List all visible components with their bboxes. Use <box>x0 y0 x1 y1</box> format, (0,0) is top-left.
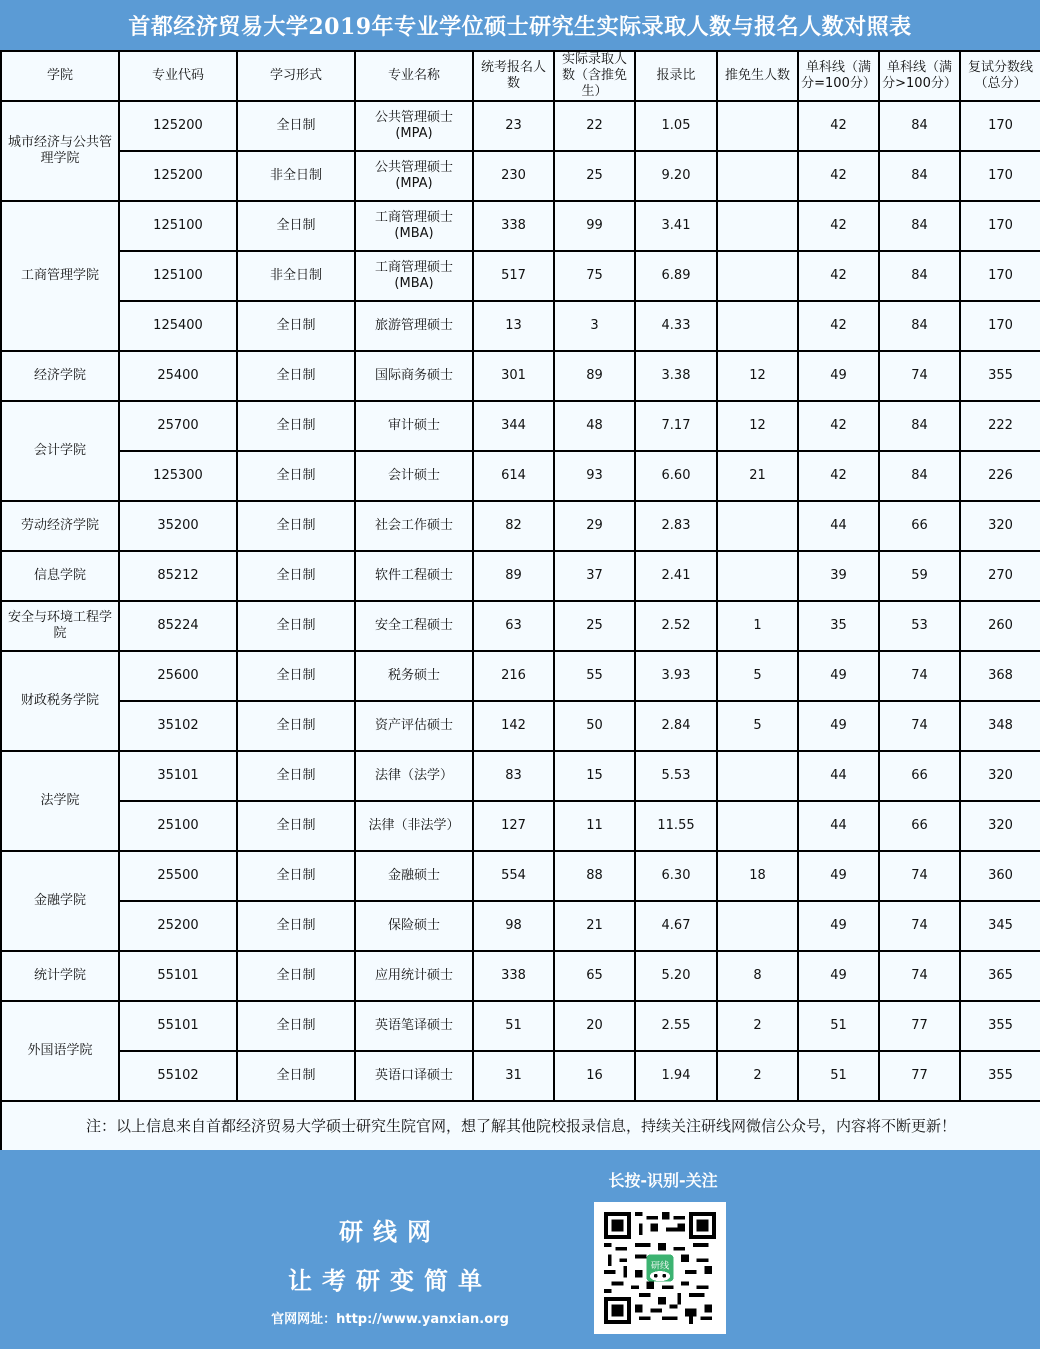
line-100-cell: 42 <box>798 301 879 351</box>
major-code-cell: 125200 <box>119 151 237 201</box>
applicants-cell: 230 <box>473 151 554 201</box>
applicants-cell: 23 <box>473 101 554 151</box>
table-row <box>1 851 1040 901</box>
college-cell: 统计学院 <box>1 951 119 1001</box>
line-100-cell: 35 <box>798 601 879 651</box>
header-col-ratio: 报录比 <box>635 51 717 101</box>
line-100-cell: 51 <box>798 1051 879 1101</box>
applicants-cell: 142 <box>473 701 554 751</box>
study-mode-cell: 全日制 <box>237 351 355 401</box>
major-code-cell: 125100 <box>119 201 237 251</box>
total-line-cell: 355 <box>960 351 1040 401</box>
applicants-cell: 98 <box>473 901 554 951</box>
header-col-exempt: 推免生人数 <box>717 51 798 101</box>
applicants-cell: 63 <box>473 601 554 651</box>
total-line-cell: 222 <box>960 401 1040 451</box>
header-col-total-line: 复试分数线（总分） <box>960 51 1040 101</box>
total-line-cell: 355 <box>960 1001 1040 1051</box>
admitted-cell: 29 <box>554 501 635 551</box>
major-code-cell: 55101 <box>119 951 237 1001</box>
header-col-line-over-100: 单科线（满分>100分） <box>879 51 960 101</box>
major-code-cell: 125300 <box>119 451 237 501</box>
study-mode-cell: 全日制 <box>237 551 355 601</box>
study-mode-cell: 全日制 <box>237 1051 355 1101</box>
major-name-cell: 安全工程硕士 <box>355 601 473 651</box>
exempt-count-cell: 5 <box>717 651 798 701</box>
major-code-cell: 55101 <box>119 1001 237 1051</box>
major-code-cell: 25500 <box>119 851 237 901</box>
ratio-cell: 7.17 <box>635 401 717 451</box>
line-100-cell: 49 <box>798 351 879 401</box>
major-code-cell: 125200 <box>119 101 237 151</box>
line-100-cell: 44 <box>798 801 879 851</box>
college-cell: 会计学院 <box>1 401 119 501</box>
study-mode-cell: 全日制 <box>237 401 355 451</box>
total-line-cell: 170 <box>960 201 1040 251</box>
line-over-100-cell: 84 <box>879 401 960 451</box>
admitted-cell: 21 <box>554 901 635 951</box>
table-row <box>1 201 1040 251</box>
table-header-row <box>1 51 1040 101</box>
table-row <box>1 101 1040 151</box>
line-over-100-cell: 74 <box>879 951 960 1001</box>
line-over-100-cell: 74 <box>879 701 960 751</box>
table-row <box>1 751 1040 801</box>
applicants-cell: 127 <box>473 801 554 851</box>
total-line-cell: 170 <box>960 301 1040 351</box>
line-over-100-cell: 74 <box>879 901 960 951</box>
exempt-count-cell: 5 <box>717 701 798 751</box>
applicants-cell: 338 <box>473 951 554 1001</box>
line-over-100-cell: 77 <box>879 1051 960 1101</box>
table-row <box>1 451 1040 501</box>
major-code-cell: 35200 <box>119 501 237 551</box>
website-link[interactable]: 官网网址：http://www.yanxian.org <box>271 1312 509 1327</box>
major-name-cell: 法律（法学） <box>355 751 473 801</box>
exempt-count-cell <box>717 251 798 301</box>
major-code-cell: 85224 <box>119 601 237 651</box>
major-name-cell: 公共管理硕士(MPA) <box>355 151 473 201</box>
slogan-block <box>270 1212 510 1327</box>
admitted-cell: 37 <box>554 551 635 601</box>
study-mode-cell: 全日制 <box>237 751 355 801</box>
ratio-cell: 4.67 <box>635 901 717 951</box>
line-100-cell: 49 <box>798 851 879 901</box>
applicants-cell: 301 <box>473 351 554 401</box>
applicants-cell: 338 <box>473 201 554 251</box>
study-mode-cell: 全日制 <box>237 201 355 251</box>
study-mode-cell: 全日制 <box>237 701 355 751</box>
college-cell: 财政税务学院 <box>1 651 119 751</box>
major-name-cell: 工商管理硕士(MBA) <box>355 201 473 251</box>
exempt-count-cell: 12 <box>717 351 798 401</box>
admitted-cell: 20 <box>554 1001 635 1051</box>
major-name-cell: 旅游管理硕士 <box>355 301 473 351</box>
table-row <box>1 351 1040 401</box>
ratio-cell: 2.55 <box>635 1001 717 1051</box>
exempt-count-cell <box>717 501 798 551</box>
study-mode-cell: 全日制 <box>237 1001 355 1051</box>
major-code-cell: 35102 <box>119 701 237 751</box>
study-mode-cell: 非全日制 <box>237 151 355 201</box>
line-over-100-cell: 84 <box>879 151 960 201</box>
line-100-cell: 42 <box>798 401 879 451</box>
line-over-100-cell: 84 <box>879 201 960 251</box>
ratio-cell: 2.41 <box>635 551 717 601</box>
admitted-cell: 50 <box>554 701 635 751</box>
total-line-cell: 320 <box>960 801 1040 851</box>
applicants-cell: 344 <box>473 401 554 451</box>
total-line-cell: 260 <box>960 601 1040 651</box>
applicants-cell: 31 <box>473 1051 554 1101</box>
exempt-count-cell <box>717 201 798 251</box>
line-over-100-cell: 59 <box>879 551 960 601</box>
total-line-cell: 355 <box>960 1051 1040 1101</box>
major-code-cell: 125400 <box>119 301 237 351</box>
applicants-cell: 554 <box>473 851 554 901</box>
study-mode-cell: 全日制 <box>237 101 355 151</box>
table-row <box>1 151 1040 201</box>
table-row <box>1 1051 1040 1101</box>
line-100-cell: 49 <box>798 701 879 751</box>
major-code-cell: 55102 <box>119 1051 237 1101</box>
line-100-cell: 42 <box>798 101 879 151</box>
ratio-cell: 6.89 <box>635 251 717 301</box>
exempt-count-cell: 2 <box>717 1001 798 1051</box>
applicants-cell: 89 <box>473 551 554 601</box>
ratio-cell: 3.93 <box>635 651 717 701</box>
header-col-study-mode: 学习形式 <box>237 51 355 101</box>
exempt-count-cell: 8 <box>717 951 798 1001</box>
promo-banner <box>0 1150 1040 1349</box>
line-100-cell: 44 <box>798 751 879 801</box>
major-name-cell: 英语笔译硕士 <box>355 1001 473 1051</box>
admitted-cell: 25 <box>554 151 635 201</box>
line-over-100-cell: 66 <box>879 801 960 851</box>
ratio-cell: 2.52 <box>635 601 717 651</box>
study-mode-cell: 全日制 <box>237 901 355 951</box>
ratio-cell: 4.33 <box>635 301 717 351</box>
exempt-count-cell: 18 <box>717 851 798 901</box>
study-mode-cell: 全日制 <box>237 951 355 1001</box>
major-name-cell: 社会工作硕士 <box>355 501 473 551</box>
applicants-cell: 13 <box>473 301 554 351</box>
line-100-cell: 42 <box>798 201 879 251</box>
exempt-count-cell: 1 <box>717 601 798 651</box>
line-100-cell: 42 <box>798 451 879 501</box>
admitted-cell: 15 <box>554 751 635 801</box>
admitted-cell: 16 <box>554 1051 635 1101</box>
exempt-count-cell <box>717 751 798 801</box>
ratio-cell: 3.41 <box>635 201 717 251</box>
applicants-cell: 216 <box>473 651 554 701</box>
admitted-cell: 99 <box>554 201 635 251</box>
exempt-count-cell <box>717 151 798 201</box>
major-name-cell: 会计硕士 <box>355 451 473 501</box>
major-code-cell: 25400 <box>119 351 237 401</box>
admitted-cell: 48 <box>554 401 635 451</box>
study-mode-cell: 全日制 <box>237 301 355 351</box>
line-over-100-cell: 84 <box>879 251 960 301</box>
table-row <box>1 701 1040 751</box>
line-over-100-cell: 74 <box>879 651 960 701</box>
exempt-count-cell <box>717 901 798 951</box>
major-code-cell: 25600 <box>119 651 237 701</box>
table-row <box>1 501 1040 551</box>
line-over-100-cell: 84 <box>879 101 960 151</box>
line-100-cell: 44 <box>798 501 879 551</box>
study-mode-cell: 全日制 <box>237 601 355 651</box>
line-over-100-cell: 84 <box>879 451 960 501</box>
major-name-cell: 公共管理硕士(MPA) <box>355 101 473 151</box>
college-cell: 信息学院 <box>1 551 119 601</box>
admitted-cell: 55 <box>554 651 635 701</box>
exempt-count-cell <box>717 551 798 601</box>
study-mode-cell: 全日制 <box>237 451 355 501</box>
qr-caption: 长按-识别-关注 <box>608 1171 718 1190</box>
line-100-cell: 39 <box>798 551 879 601</box>
qr-logo-text: 研线 <box>650 1260 670 1272</box>
line-over-100-cell: 77 <box>879 1001 960 1051</box>
total-line-cell: 348 <box>960 701 1040 751</box>
admitted-cell: 11 <box>554 801 635 851</box>
header-col-applicants: 统考报名人数 <box>473 51 554 101</box>
applicants-cell: 82 <box>473 501 554 551</box>
line-over-100-cell: 53 <box>879 601 960 651</box>
major-name-cell: 软件工程硕士 <box>355 551 473 601</box>
admission-table <box>0 50 1040 1152</box>
brand-motto: 让考研变简单 <box>288 1266 492 1295</box>
admitted-cell: 93 <box>554 451 635 501</box>
study-mode-cell: 全日制 <box>237 851 355 901</box>
table-row <box>1 651 1040 701</box>
total-line-cell: 170 <box>960 251 1040 301</box>
table-row <box>1 301 1040 351</box>
major-code-cell: 125100 <box>119 251 237 301</box>
total-line-cell: 170 <box>960 101 1040 151</box>
header-col-line-100: 单科线（满分=100分） <box>798 51 879 101</box>
study-mode-cell: 全日制 <box>237 801 355 851</box>
admitted-cell: 22 <box>554 101 635 151</box>
line-over-100-cell: 66 <box>879 501 960 551</box>
exempt-count-cell <box>717 801 798 851</box>
college-cell: 工商管理学院 <box>1 201 119 351</box>
major-code-cell: 25700 <box>119 401 237 451</box>
study-mode-cell: 全日制 <box>237 501 355 551</box>
college-cell: 法学院 <box>1 751 119 851</box>
total-line-cell: 368 <box>960 651 1040 701</box>
applicants-cell: 51 <box>473 1001 554 1051</box>
table-row <box>1 951 1040 1001</box>
major-name-cell: 应用统计硕士 <box>355 951 473 1001</box>
college-cell: 外国语学院 <box>1 1001 119 1101</box>
college-cell: 经济学院 <box>1 351 119 401</box>
total-line-cell: 320 <box>960 501 1040 551</box>
admitted-cell: 65 <box>554 951 635 1001</box>
ratio-cell: 6.60 <box>635 451 717 501</box>
college-cell: 劳动经济学院 <box>1 501 119 551</box>
ratio-cell: 1.94 <box>635 1051 717 1101</box>
ratio-cell: 2.83 <box>635 501 717 551</box>
line-100-cell: 49 <box>798 951 879 1001</box>
line-over-100-cell: 74 <box>879 351 960 401</box>
total-line-cell: 270 <box>960 551 1040 601</box>
major-name-cell: 国际商务硕士 <box>355 351 473 401</box>
major-name-cell: 审计硕士 <box>355 401 473 451</box>
applicants-cell: 614 <box>473 451 554 501</box>
college-cell: 城市经济与公共管理学院 <box>1 101 119 201</box>
major-name-cell: 金融硕士 <box>355 851 473 901</box>
admitted-cell: 89 <box>554 351 635 401</box>
exempt-count-cell: 12 <box>717 401 798 451</box>
table-row <box>1 901 1040 951</box>
major-name-cell: 资产评估硕士 <box>355 701 473 751</box>
ratio-cell: 1.05 <box>635 101 717 151</box>
qr-code[interactable] <box>594 1202 726 1334</box>
ratio-cell: 5.20 <box>635 951 717 1001</box>
line-over-100-cell: 66 <box>879 751 960 801</box>
ratio-cell: 9.20 <box>635 151 717 201</box>
table-row <box>1 1001 1040 1051</box>
ratio-cell: 3.38 <box>635 351 717 401</box>
table-row <box>1 401 1040 451</box>
major-name-cell: 英语口译硕士 <box>355 1051 473 1101</box>
line-100-cell: 49 <box>798 651 879 701</box>
table-row <box>1 601 1040 651</box>
ratio-cell: 5.53 <box>635 751 717 801</box>
table-row <box>1 801 1040 851</box>
brand-name: 研线网 <box>339 1217 441 1246</box>
applicants-cell: 83 <box>473 751 554 801</box>
line-over-100-cell: 84 <box>879 301 960 351</box>
major-name-cell: 法律（非法学） <box>355 801 473 851</box>
note-row <box>1 1101 1040 1151</box>
total-line-cell: 365 <box>960 951 1040 1001</box>
total-line-cell: 226 <box>960 451 1040 501</box>
ratio-cell: 6.30 <box>635 851 717 901</box>
major-code-cell: 85212 <box>119 551 237 601</box>
ratio-cell: 2.84 <box>635 701 717 751</box>
applicants-cell: 517 <box>473 251 554 301</box>
line-100-cell: 51 <box>798 1001 879 1051</box>
exempt-count-cell: 2 <box>717 1051 798 1101</box>
line-100-cell: 42 <box>798 151 879 201</box>
table-row <box>1 551 1040 601</box>
major-code-cell: 35101 <box>119 751 237 801</box>
major-name-cell: 税务硕士 <box>355 651 473 701</box>
line-100-cell: 49 <box>798 901 879 951</box>
major-code-cell: 25200 <box>119 901 237 951</box>
qr-code-icon <box>604 1212 716 1324</box>
total-line-cell: 170 <box>960 151 1040 201</box>
header-col-college: 学院 <box>1 51 119 101</box>
header-col-admitted: 实际录取人数（含推免生） <box>554 51 635 101</box>
college-cell: 安全与环境工程学院 <box>1 601 119 651</box>
total-line-cell: 360 <box>960 851 1040 901</box>
table-row <box>1 251 1040 301</box>
exempt-count-cell <box>717 101 798 151</box>
page-title: 首都经济贸易大学2019年专业学位硕士研究生实际录取人数与报名人数对照表 <box>0 0 1040 50</box>
admitted-cell: 25 <box>554 601 635 651</box>
exempt-count-cell: 21 <box>717 451 798 501</box>
source-note: 注：以上信息来自首都经济贸易大学硕士研究生院官网，想了解其他院校报录信息，持续关注研线网微信公众号，内容将不断更新！ <box>1 1101 1040 1151</box>
exempt-count-cell <box>717 301 798 351</box>
major-name-cell: 保险硕士 <box>355 901 473 951</box>
admitted-cell: 75 <box>554 251 635 301</box>
line-100-cell: 42 <box>798 251 879 301</box>
total-line-cell: 320 <box>960 751 1040 801</box>
header-col-major-name: 专业名称 <box>355 51 473 101</box>
ratio-cell: 11.55 <box>635 801 717 851</box>
total-line-cell: 345 <box>960 901 1040 951</box>
major-name-cell: 工商管理硕士(MBA) <box>355 251 473 301</box>
admitted-cell: 3 <box>554 301 635 351</box>
line-over-100-cell: 74 <box>879 851 960 901</box>
college-cell: 金融学院 <box>1 851 119 951</box>
major-code-cell: 25100 <box>119 801 237 851</box>
study-mode-cell: 非全日制 <box>237 251 355 301</box>
admitted-cell: 88 <box>554 851 635 901</box>
header-col-major-code: 专业代码 <box>119 51 237 101</box>
study-mode-cell: 全日制 <box>237 651 355 701</box>
